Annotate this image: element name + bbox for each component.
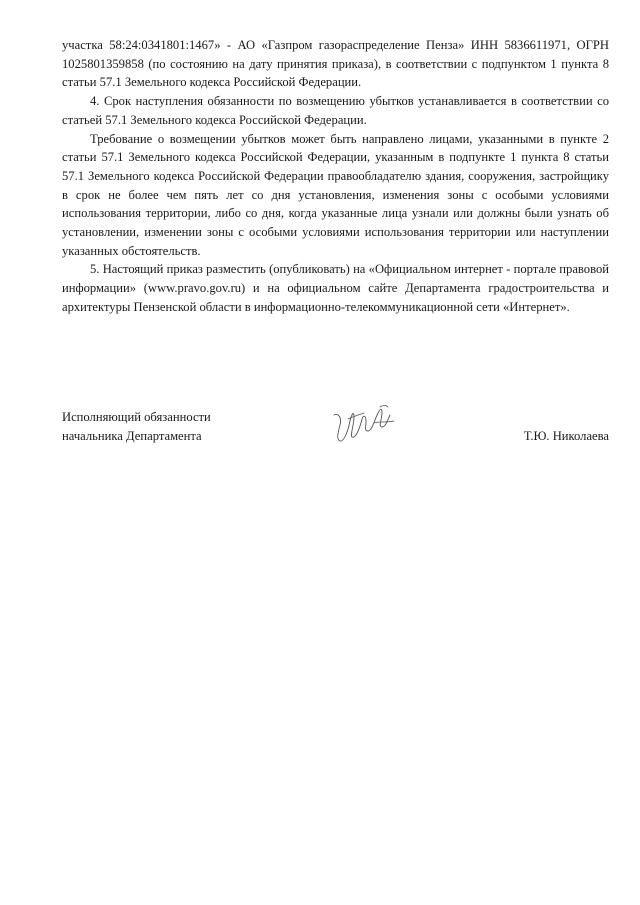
handwritten-signature <box>330 401 400 445</box>
paragraph-item-5: 5. Настоящий приказ разместить (опубликовать) на «Официальном интернет - портале правовой информации» (www.pravo.gov.ru) и на официальном сайте Департамента градостроительства и архитектуры Пензенской области в информационно-телекоммуникационной сети «Интернет». <box>62 262 609 314</box>
paragraph-item-4: 4. Срок наступления обязанности по возмещению убытков устанавливается в соответствии со статьей 57.1 Земельного кодекса Российской Федерации. <box>62 94 609 127</box>
signatory-position <box>62 408 282 445</box>
signatory-position-line1: Исполняющий обязанности <box>62 410 211 424</box>
paragraph-damages-claim: Требование о возмещении убытков может быть направлено лицами, указанными в пункте 2 статьи 57.1 Земельного кодекса Российской Федерации, указанным в подпункте 1 пункта 8 статьи 57.1 Земельного кодекса Российской Федерации правообладателю здания, сооружения, застройщику в срок не более чем пять лет со дня установления, изменения зоны с особыми условиями использования территории, либо со дня, когда указанные лица узнали или должны были узнать об установлении, изменении зоны с особыми условиями использования территории или наступлении указанных обстоятельств. <box>62 131 609 258</box>
signatory-name: Т.Ю. Николаева <box>523 428 609 443</box>
signatory-position-line2: начальника Департамента <box>62 428 202 443</box>
signature-block <box>62 408 609 448</box>
document-body <box>62 36 609 317</box>
paragraph-continuation: участка 58:24:0341801:1467» - АО «Газпром газораспределение Пенза» ИНН 5836611971, ОГРН 1025801359858 (по состоянию на дату принятия приказа), в соответствии с подпунктом 1 пункта 8 статьи 57.1 Земельного кодекса Российской Федерации. <box>62 38 609 90</box>
